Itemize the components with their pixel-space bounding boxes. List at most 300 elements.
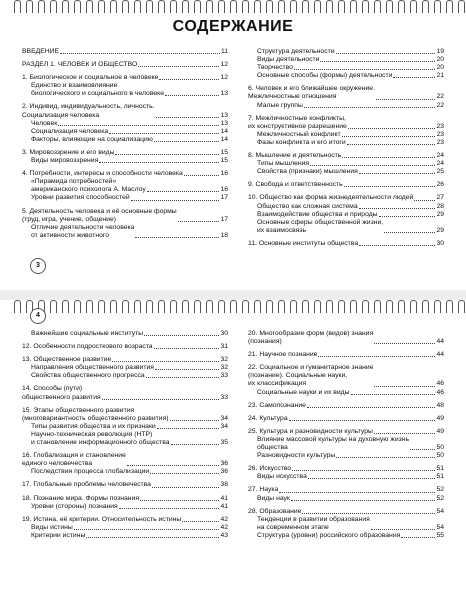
dot-leader — [170, 420, 220, 421]
toc-entry-page: 18 — [220, 231, 228, 239]
binding-ring — [410, 300, 417, 313]
binding-ring — [326, 300, 333, 313]
toc-entry-title: 5. Деятельность человека и её основные формы (труд, игра, учение, общение) — [22, 207, 177, 223]
binding-ring — [182, 300, 189, 313]
toc-entry[interactable] — [248, 85, 444, 101]
toc-entry-title: 15. Этапы общественного развития (многовариантность общественного развития) — [22, 406, 169, 422]
dot-leader — [359, 245, 435, 246]
toc-entry[interactable] — [248, 495, 444, 503]
dot-leader — [384, 232, 435, 233]
dot-leader — [152, 487, 219, 488]
toc-column-left — [22, 48, 228, 240]
dot-leader — [60, 53, 220, 54]
toc-entry-title: 3. Мировоззрение и его виды — [22, 148, 115, 156]
dot-leader — [304, 107, 436, 108]
binding-ring — [398, 300, 405, 313]
binding-ring — [134, 300, 141, 313]
toc-entry-page: 12 — [220, 74, 228, 82]
binding-ring — [170, 0, 177, 13]
toc-entry-title: 24. Культура — [248, 414, 288, 422]
dot-leader — [291, 500, 436, 501]
dot-leader — [359, 173, 436, 174]
toc-entry[interactable] — [248, 56, 444, 64]
toc-entry[interactable] — [22, 128, 228, 136]
toc-entry[interactable] — [248, 72, 444, 80]
toc-page-2 — [0, 300, 466, 600]
dot-leader — [371, 529, 436, 530]
toc-entry-page: 11 — [220, 48, 228, 55]
toc-entry[interactable] — [248, 473, 444, 481]
toc-entry-page: 27 — [436, 194, 444, 202]
toc-entry-page: 35 — [220, 439, 228, 447]
toc-entry-page: 41 — [220, 502, 228, 510]
toc-entry-title: Уровни (стороны) познания — [31, 502, 118, 510]
toc-entry-title: 23. Самопознание — [248, 401, 306, 409]
toc-entry-page: 54 — [436, 507, 444, 515]
binding-ring — [86, 0, 93, 13]
binding-ring — [230, 300, 237, 313]
dot-leader — [310, 165, 435, 166]
toc-entry-page: 36 — [220, 460, 228, 468]
dot-leader — [138, 66, 219, 67]
toc-entry[interactable] — [248, 436, 444, 452]
toc-entry[interactable] — [248, 160, 444, 168]
toc-entry-title: 25. Культура и разновидности культуры — [248, 427, 373, 435]
page-gap — [0, 290, 466, 300]
toc-entry[interactable] — [248, 465, 444, 473]
page-number: 4 — [30, 308, 46, 324]
toc-entry[interactable] — [22, 103, 228, 119]
toc-entry-page: 24 — [436, 152, 444, 160]
toc-entry-page: 33 — [220, 372, 228, 380]
toc-entry-title: Влияние массовой культуры на духовную жизнь общества — [257, 435, 410, 452]
binding-ring — [314, 0, 321, 13]
toc-entry-title: Тенденции в развитии образования на современном этапе — [257, 515, 370, 531]
dot-leader — [348, 128, 436, 129]
toc-entry-page: 38 — [220, 481, 228, 489]
toc-column-right — [248, 330, 444, 540]
toc-entry-title: 2. Индивид, индивидуальность, личность. Социализация человека — [22, 103, 155, 119]
dot-leader — [320, 61, 435, 62]
toc-entry[interactable] — [22, 149, 228, 157]
binding-ring — [266, 0, 273, 13]
toc-entry-title: «Пирамида потребностей» американского психолога А. Маслоу — [31, 178, 146, 194]
toc-entry-title: Свойства (признаки) мышления — [257, 168, 358, 176]
binding-ring — [338, 0, 345, 13]
binding-ring — [326, 0, 333, 13]
toc-entry-page: 14 — [220, 135, 228, 143]
toc-entry-title: 16. Глобализация и становление единого человечества — [22, 452, 126, 468]
toc-entry[interactable] — [248, 364, 444, 388]
toc-entry-title: 7. Межличностные конфликты, их конструктивное разрешение — [248, 114, 347, 130]
dot-leader — [351, 394, 436, 395]
toc-entry-page: 13 — [220, 119, 228, 127]
binding-ring — [14, 300, 21, 313]
toc-entry[interactable] — [22, 208, 228, 224]
toc-entry-title: 17. Глобальные проблемы человечества — [22, 481, 151, 489]
binding-ring — [182, 0, 189, 13]
toc-entry[interactable] — [22, 407, 228, 423]
binding-ring — [314, 300, 321, 313]
binding-ring — [14, 0, 21, 13]
dot-leader — [74, 529, 220, 530]
binding-ring — [290, 0, 297, 13]
toc-entry[interactable] — [22, 524, 228, 532]
binding-ring — [458, 0, 465, 13]
toc-entry-title: 6. Человек и его ближайшее окружение. Межличностные отношения — [248, 85, 375, 101]
toc-entry[interactable] — [22, 495, 228, 503]
toc-entry[interactable] — [248, 516, 444, 532]
binding-ring — [26, 0, 33, 13]
toc-entry-page: 52 — [436, 494, 444, 502]
binding-ring — [206, 0, 213, 13]
dot-leader — [289, 420, 436, 421]
binding-ring — [158, 300, 165, 313]
dot-leader — [109, 133, 219, 134]
dot-leader — [336, 53, 436, 54]
toc-entry-page: 17 — [220, 194, 228, 202]
toc-entry[interactable] — [22, 120, 228, 128]
toc-entry[interactable] — [248, 532, 444, 540]
dot-leader — [184, 175, 220, 176]
toc-entry-page: 19 — [436, 48, 444, 55]
toc-entry-page: 16 — [220, 170, 228, 178]
binding-ring — [158, 0, 165, 13]
toc-entry[interactable] — [248, 152, 444, 160]
toc-entry-title: 18. Познание мира. Формы познания — [22, 494, 140, 502]
dot-leader — [112, 361, 219, 362]
dot-leader — [131, 200, 220, 201]
binding-ring — [254, 300, 261, 313]
dot-leader — [135, 237, 219, 238]
toc-entry-title: Направления общественного развития — [31, 364, 154, 372]
toc-entry-page: 34 — [220, 422, 228, 430]
binding-ring — [386, 300, 393, 313]
binding-ring — [134, 0, 141, 13]
binding-ring — [350, 300, 357, 313]
toc-entry-title: Социальные науки и их виды — [257, 388, 350, 396]
dot-leader — [318, 356, 435, 357]
toc-entry[interactable] — [22, 431, 228, 447]
toc-entry-page: 51 — [436, 473, 444, 481]
binding-ring — [386, 0, 393, 13]
binding-ring — [230, 0, 237, 13]
toc-entry[interactable] — [22, 224, 228, 240]
toc-entry-title: Свойства общественного прогресса — [31, 372, 145, 380]
toc-entry-title: 8. Мышление и деятельность — [248, 152, 342, 160]
toc-entry[interactable] — [22, 423, 228, 431]
dot-leader — [379, 216, 436, 217]
binding-ring — [422, 300, 429, 313]
toc-entry[interactable] — [248, 219, 444, 235]
toc-entry[interactable] — [248, 181, 444, 189]
toc-column-left — [22, 330, 228, 540]
dot-leader — [140, 500, 219, 501]
dot-leader — [336, 457, 435, 458]
binding-ring — [362, 300, 369, 313]
toc-entry-page: 17 — [220, 215, 228, 223]
binding-ring — [50, 300, 57, 313]
binding-ring — [350, 0, 357, 13]
toc-entry-page: 28 — [436, 202, 444, 210]
toc-entry[interactable] — [22, 170, 228, 178]
dot-leader — [119, 508, 220, 509]
toc-entry[interactable] — [22, 356, 228, 364]
toc-entry[interactable] — [22, 532, 228, 540]
toc-entry[interactable] — [22, 82, 228, 98]
dot-leader — [150, 473, 219, 474]
toc-entry-page: 46 — [436, 388, 444, 396]
toc-entry-title: Единство и взаимовлияние биологического и социального в человеке — [31, 82, 164, 98]
dot-leader — [307, 407, 436, 408]
toc-entry[interactable] — [248, 486, 444, 494]
toc-entry-title: 12. Особенности подросткового возраста — [22, 343, 153, 351]
dot-leader — [157, 428, 220, 429]
dot-leader — [155, 369, 220, 370]
toc-entry[interactable] — [22, 74, 228, 82]
toc-entry[interactable] — [248, 508, 444, 516]
binding-ring — [374, 300, 381, 313]
toc-entry-title: Малые группы — [257, 101, 303, 109]
toc-entry-title: Основные сферы общественной жизни, их взаимосвязь — [257, 218, 384, 234]
toc-entry-page: 15 — [220, 148, 228, 156]
toc-entry[interactable] — [22, 178, 228, 194]
toc-entry[interactable] — [248, 211, 444, 219]
toc-entry-title: Отличие деятельности человека от активности животного — [31, 223, 135, 239]
toc-entry[interactable] — [22, 481, 228, 489]
dot-leader — [154, 348, 220, 349]
toc-entry-page: 13 — [220, 90, 228, 98]
toc-entry-title: РАЗДЕЛ 1. ЧЕЛОВЕК И ОБЩЕСТВО — [22, 61, 138, 69]
binding-ring — [446, 300, 453, 313]
toc-entry[interactable] — [248, 389, 444, 397]
binding-ring — [278, 0, 285, 13]
toc-entry-title: ВВЕДЕНИЕ — [22, 48, 60, 55]
dot-leader — [102, 399, 220, 400]
toc-entry-title: 27. Наука — [248, 486, 279, 494]
binding-ring — [374, 0, 381, 13]
dot-leader — [292, 470, 435, 471]
dot-leader — [347, 144, 436, 145]
binding-ring — [242, 300, 249, 313]
dot-leader — [171, 444, 220, 445]
dot-leader — [294, 69, 435, 70]
binding-ring — [218, 0, 225, 13]
toc-entry[interactable] — [248, 102, 444, 110]
binding-ring — [122, 300, 129, 313]
toc-entry-title: 9. Свобода и ответственность — [248, 181, 343, 189]
binding-ring — [194, 300, 201, 313]
toc-entry[interactable] — [248, 415, 444, 423]
toc-entry[interactable] — [248, 64, 444, 72]
toc-entry-page: 22 — [436, 93, 444, 101]
toc-entry-title: Типы мышления — [257, 160, 310, 168]
binding-ring — [242, 0, 249, 13]
toc-entry-title: Важнейшие социальные институты — [31, 330, 144, 337]
toc-entry[interactable] — [248, 428, 444, 436]
binding-ring — [434, 0, 441, 13]
binding-ring — [362, 0, 369, 13]
toc-entry-title: Виды искусства — [257, 473, 307, 481]
binding-ring — [146, 0, 153, 13]
dot-leader — [308, 478, 436, 479]
toc-entry-title: Человек — [31, 119, 58, 127]
toc-entry[interactable] — [22, 343, 228, 351]
toc-entry-title: Виды мировоззрения — [31, 157, 99, 165]
toc-entry-page: 49 — [436, 414, 444, 422]
toc-entry-title: 26. Искусство — [248, 465, 292, 473]
toc-entry-page: 23 — [436, 122, 444, 130]
binding-ring — [338, 300, 345, 313]
toc-entry-page: 55 — [436, 531, 444, 539]
binding-ring — [62, 300, 69, 313]
dot-leader — [401, 537, 435, 538]
binding-ring — [290, 300, 297, 313]
binding-ring — [62, 0, 69, 13]
spiral-binding — [0, 300, 466, 314]
toc-entry[interactable] — [248, 48, 444, 56]
toc-entry-page: 36 — [220, 468, 228, 476]
toc-entry[interactable] — [22, 194, 228, 202]
dot-leader — [147, 191, 220, 192]
toc-entry-title: Критерии истины — [31, 531, 86, 539]
toc-entry-title: Последствия процесса глобализации — [31, 468, 150, 476]
toc-entry[interactable] — [248, 131, 444, 139]
toc-entry-title: Взаимодействие общества и природы — [257, 210, 378, 218]
toc-entry[interactable] — [248, 168, 444, 176]
toc-entry-title: 4. Потребности, интересы и способности человека — [22, 170, 183, 178]
toc-entry[interactable] — [22, 136, 228, 144]
toc-entry-page: 23 — [436, 130, 444, 138]
dot-leader — [410, 449, 435, 450]
toc-entry-page: 41 — [220, 494, 228, 502]
toc-entry-page: 22 — [436, 101, 444, 109]
toc-entry[interactable] — [22, 452, 228, 468]
toc-entry[interactable] — [248, 330, 444, 346]
toc-entry[interactable] — [22, 503, 228, 511]
toc-entry[interactable] — [248, 203, 444, 211]
dot-leader — [344, 186, 436, 187]
spiral-binding — [0, 0, 466, 14]
toc-entry-page: 14 — [220, 127, 228, 135]
toc-entry-page: 49 — [436, 427, 444, 435]
binding-ring — [410, 0, 417, 13]
toc-entry-title: Факторы, влияющие на социализацию — [31, 135, 153, 143]
toc-entry-page: 30 — [220, 330, 228, 337]
toc-entry-page: 52 — [436, 486, 444, 494]
toc-entry-page: 29 — [436, 226, 444, 234]
toc-entry[interactable] — [248, 351, 444, 359]
dot-leader — [374, 386, 435, 387]
toc-entry-page: 30 — [436, 239, 444, 247]
binding-ring — [422, 0, 429, 13]
toc-entry-title: Творчество — [257, 64, 293, 72]
toc-entry-title: Структура (уровни) российского образования — [257, 531, 401, 539]
binding-ring — [302, 300, 309, 313]
binding-ring — [110, 300, 117, 313]
toc-entry[interactable] — [22, 385, 228, 401]
page-number: 3 — [30, 258, 46, 274]
binding-ring — [278, 300, 285, 313]
dot-leader — [359, 208, 436, 209]
toc-entry-page: 50 — [436, 452, 444, 460]
dot-leader — [374, 343, 435, 344]
binding-ring — [110, 0, 117, 13]
dot-leader — [144, 335, 219, 336]
binding-ring — [146, 300, 153, 313]
toc-entry[interactable] — [22, 48, 228, 56]
toc-entry-title: 13. Общественное развитие — [22, 356, 112, 364]
binding-ring — [206, 300, 213, 313]
dot-leader — [376, 99, 435, 100]
toc-entry[interactable] — [22, 364, 228, 372]
toc-entry[interactable] — [22, 330, 228, 338]
dot-leader — [99, 162, 219, 163]
binding-ring — [74, 0, 81, 13]
toc-entry-page: 13 — [220, 111, 228, 119]
toc-entry-title: Межличностный конфликт — [257, 130, 341, 138]
binding-ring — [218, 300, 225, 313]
toc-entry[interactable] — [22, 157, 228, 165]
toc-page-1 — [0, 0, 466, 291]
dot-leader — [86, 537, 219, 538]
binding-ring — [254, 0, 261, 13]
binding-ring — [98, 300, 105, 313]
toc-entry[interactable] — [248, 115, 444, 131]
toc-entry-title: Разновидности культуры — [257, 452, 336, 460]
toc-entry-page: 50 — [436, 444, 444, 452]
toc-entry-title: Основные способы (формы) деятельности — [257, 72, 393, 80]
dot-leader — [58, 125, 219, 126]
binding-ring — [122, 0, 129, 13]
toc-entry-title: Общество как сложная система — [257, 202, 358, 210]
dot-leader — [178, 221, 220, 222]
toc-entry-page: 33 — [220, 393, 228, 401]
toc-entry[interactable] — [22, 372, 228, 380]
toc-entry-page: 20 — [436, 64, 444, 72]
toc-entry-title: 21. Научное познание — [248, 351, 318, 359]
toc-entry[interactable] — [248, 402, 444, 410]
toc-entry[interactable] — [22, 468, 228, 476]
toc-entry[interactable] — [22, 61, 228, 69]
binding-ring — [302, 0, 309, 13]
dot-leader — [127, 465, 220, 466]
toc-entry[interactable] — [22, 516, 228, 524]
dot-leader — [393, 77, 435, 78]
toc-entry-title: Виды наук — [257, 494, 290, 502]
toc-column-right — [248, 48, 444, 248]
toc-entry[interactable] — [248, 139, 444, 147]
toc-entry[interactable] — [248, 240, 444, 248]
toc-entry-page: 44 — [436, 338, 444, 346]
dot-leader — [182, 521, 219, 522]
toc-entry-title: 28. Образование — [248, 507, 302, 515]
binding-ring — [86, 300, 93, 313]
binding-ring — [50, 0, 57, 13]
dot-leader — [159, 79, 219, 80]
binding-ring — [194, 0, 201, 13]
toc-entry-title: 22. Социальное и гуманитарное знание (познание). Социальные науки, их классификация — [248, 364, 374, 388]
toc-entry-title: Научно-техническая революция (НТР) и становление информационного общества — [31, 430, 170, 447]
toc-entry[interactable] — [248, 452, 444, 460]
binding-ring — [434, 300, 441, 313]
toc-entry-page: 21 — [436, 72, 444, 80]
toc-entry-page: 46 — [436, 380, 444, 388]
toc-entry[interactable] — [248, 194, 444, 202]
toc-entry-page: 23 — [436, 138, 444, 146]
toc-entry-title: 11. Основные институты общества — [248, 239, 359, 247]
toc-entry-page: 15 — [220, 157, 228, 165]
